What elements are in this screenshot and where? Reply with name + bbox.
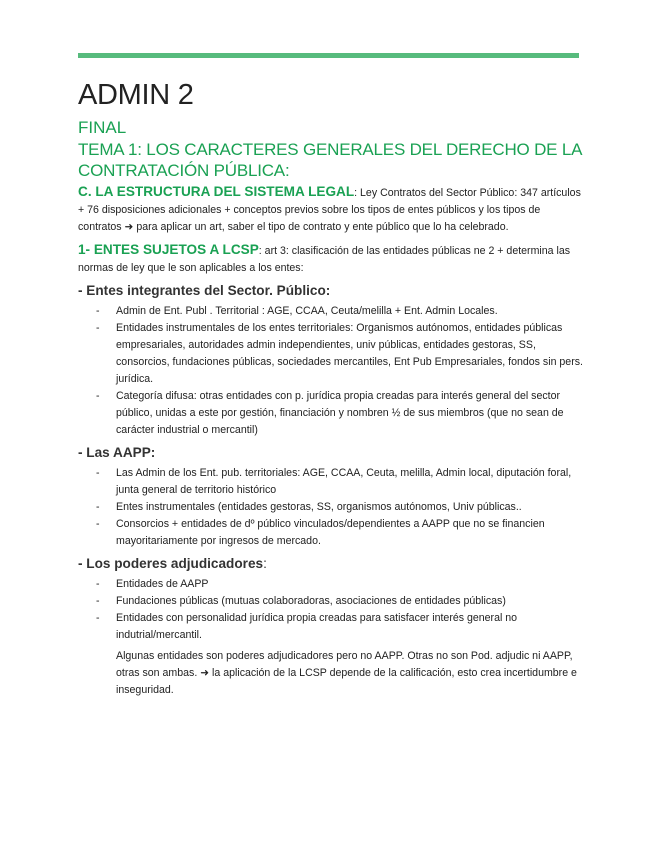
bullet-dash: -: [96, 518, 100, 530]
final-label: FINAL: [78, 118, 127, 137]
list-item: - Consorcios + entidades de dº público vinculados/dependientes a AAPP que no se financien mayoritariamente por ingresos de mercado.: [96, 518, 545, 547]
list-item: - Admin de Ent. Publ . Territorial : AGE, CCAA, Ceuta/melilla + Ent. Admin Locales.: [78, 303, 583, 320]
group-a-list: [78, 303, 583, 439]
bullet-dash: -: [96, 595, 100, 607]
list-item: - Entidades de AAPP: [78, 576, 583, 593]
section-c-lead: C. LA ESTRUCTURA DEL SISTEMA LEGAL: [78, 184, 355, 199]
document-title: ADMIN 2: [78, 79, 194, 111]
group-b-list: [78, 465, 583, 550]
bullet-dash: -: [96, 305, 100, 317]
header-rule: [78, 53, 579, 58]
group-a-heading: - Entes integrantes del Sector. Público:: [78, 283, 331, 298]
group-c-list: [78, 576, 583, 644]
bullet-dash: -: [96, 467, 100, 479]
bullet-dash: -: [96, 390, 100, 402]
tema-title: TEMA 1: LOS CARACTERES GENERALES DEL DERECHO DE LA CONTRATACIÓN PÚBLICA:: [78, 140, 582, 180]
document-body: [78, 78, 583, 699]
section-1-paragraph: [78, 241, 583, 277]
list-item: - Entes instrumentales (entidades gestoras, SS, organismos autónomos, Univ públicas..: [78, 499, 583, 516]
group-c-heading-row: [78, 555, 583, 573]
bullet-dash: -: [96, 322, 100, 334]
list-item: - Categoría difusa: otras entidades con p. jurídica propia creadas para interés general del sector público, unidas a este por gestión, financiación y nombren ½ de sus miembros (que no sean de carácter industrial o mercantil): [96, 390, 564, 436]
list-item: - Entidades con personalidad jurídica propia creadas para satisfacer interés general no indutrial/mercantil.: [96, 612, 518, 641]
section-c-text: : Ley Contratos del Sector Público: 347 artículos + 76 disposiciones adicionales + conceptos previos sobre los tipos de entes públicos y los tipos de contratos ➜ para aplicar un art, saber el tipo de contrato y ente público que lo ha celebrado.: [78, 187, 581, 233]
bullet-dash: -: [96, 612, 100, 624]
group-b-heading: - Las AAPP:: [78, 445, 156, 460]
group-c-note: Algunas entidades son poderes adjudicadores pero no AAPP. Otras no son Pod. adjudic ni AAPP, otras son ambas. ➜ la aplicación de la LCSP depende de la calificación, esto crea incertidumbre e inseguridad.: [116, 650, 577, 696]
list-item: - Fundaciones públicas (mutuas colaboradoras, asociaciones de entidades públicas): [78, 593, 583, 610]
group-c-heading: - Los poderes adjudicadores: [78, 556, 264, 571]
list-item: - Las Admin de los Ent. pub. territoriales: AGE, CCAA, Ceuta, melilla, Admin local, diputación foral, junta general de territorio histórico: [96, 467, 572, 496]
section-c-paragraph: [78, 183, 583, 236]
group-c-colon: :: [263, 556, 267, 571]
bullet-dash: -: [96, 501, 100, 513]
bullet-dash: -: [96, 578, 100, 590]
section-1-text: : art 3: clasificación de las entidades públicas ne 2 + determina las normas de ley que le son aplicables a los entes:: [78, 245, 571, 274]
section-1-lead: 1- ENTES SUJETOS A LCSP: [78, 242, 259, 257]
list-item: - Entidades instrumentales de los entes territoriales: Organismos autónomos, entidades públicas empresariales, autoridades admin independientes, univ públicas, entidades gestoras, SS, consorcios, fundaciones públicas, sociedades mercantiles, Ent Pub Empresariales, fondos sin pers. jurídica.: [96, 322, 583, 385]
